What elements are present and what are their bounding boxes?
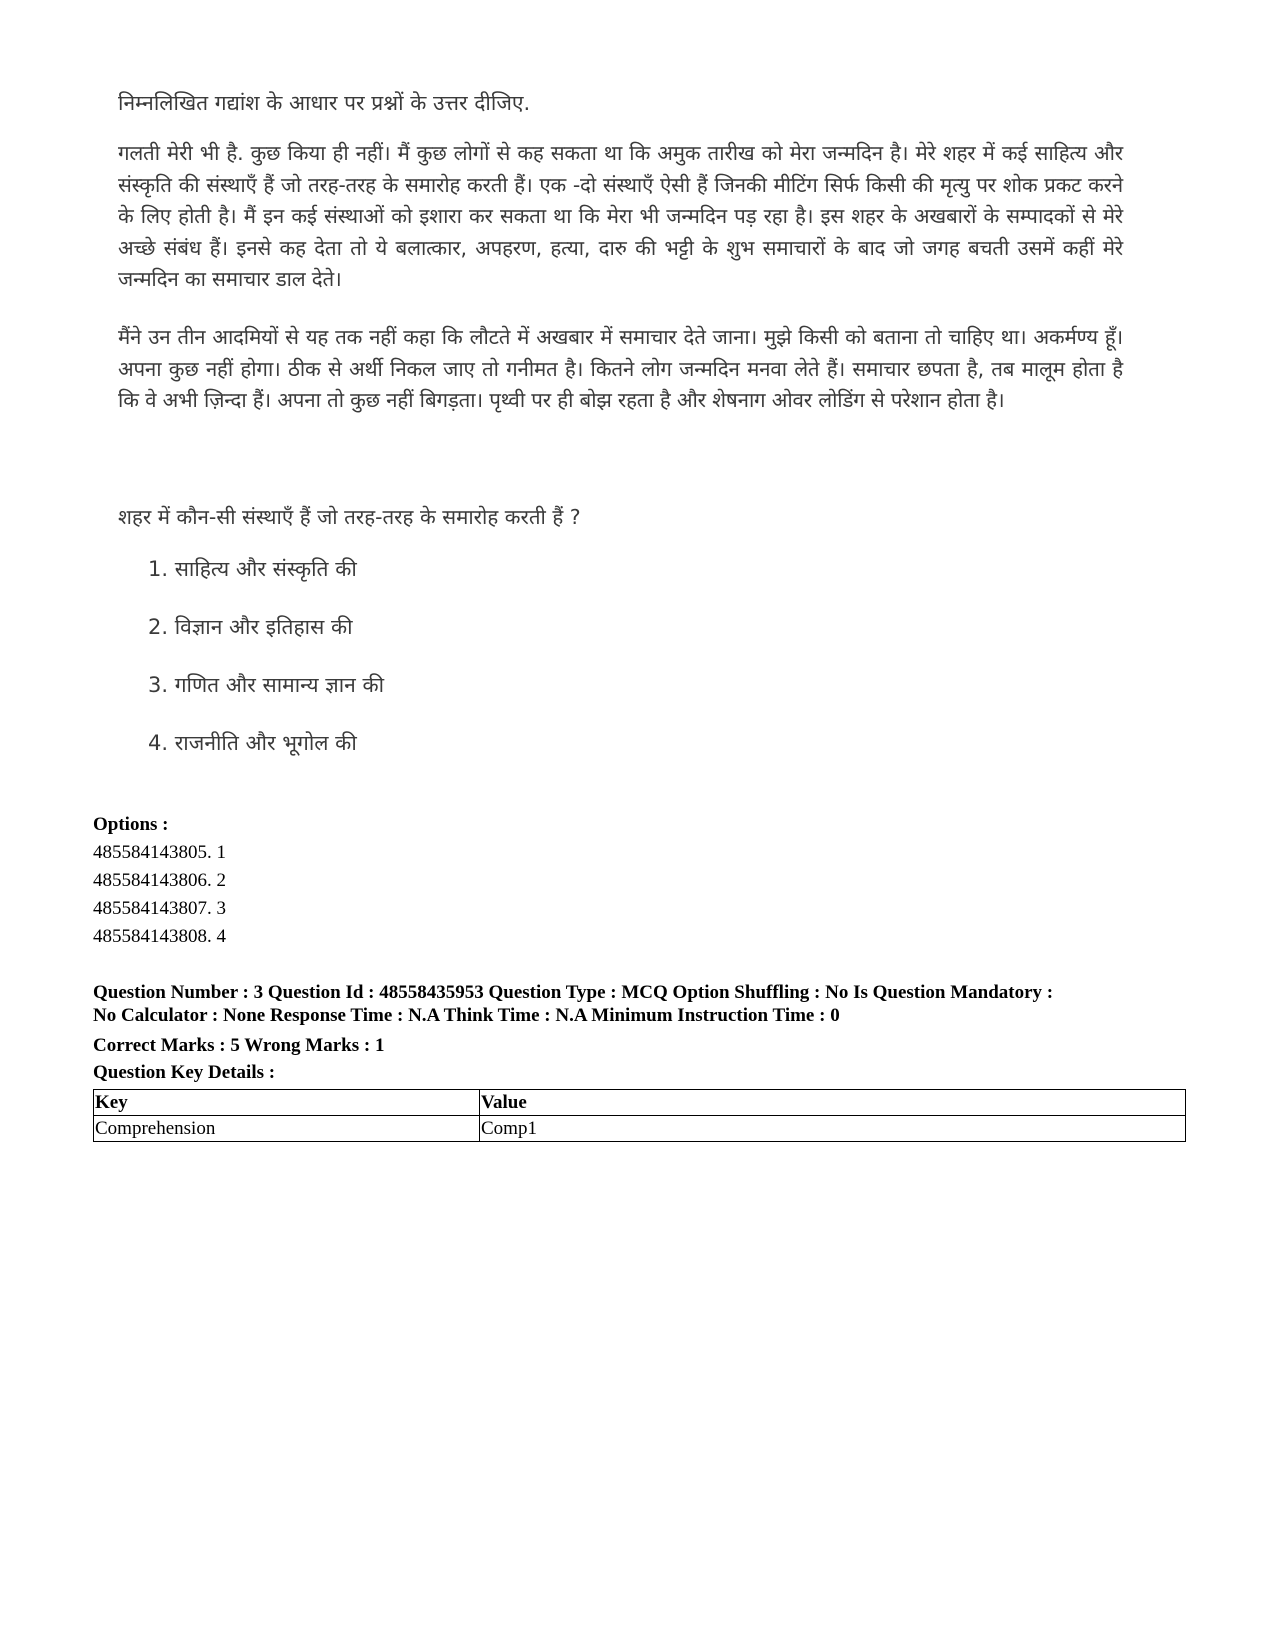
column-header-key: Key — [94, 1089, 480, 1115]
option-item: 485584143807. 3 — [93, 897, 226, 919]
question-meta — [93, 981, 1185, 1027]
passage-paragraph-2: मैंने उन तीन आदमियों से यह तक नहीं कहा कि लौटते में अखबार में समाचार देते जाना। मुझे किसी को बताना तो चाहिए था। अकर्मण्य हूँ। अपना कुछ नहीं होगा। ठीक से अर्थी निकल जाए तो गनीमत है। कितने लोग जन्मदिन मनवा लेते हैं। समाचार छपता है, तब मालूम होता है कि वे अभी ज़िन्दा हैं। अपना तो कुछ नहीं बिगड़ता। पृथ्वी पर ही बोझ रहता है और शेषनाग ओवर लोडिंग से परेशान होता है। — [118, 325, 1123, 412]
key-details-label: Question Key Details : — [93, 1061, 276, 1083]
table-row — [94, 1115, 1186, 1141]
question-details — [93, 812, 1185, 1142]
passage-paragraph-1: गलती मेरी भी है. कुछ किया ही नहीं। मैं कुछ लोगों से कह सकता था कि अमुक तारीख को मेरा जन्मदिन है। मेरे शहर में कई साहित्य और संस्कृति की संस्थाएँ हैं जो तरह-तरह के समारोह करती हैं। एक -दो संस्थाएँ ऐसी हैं जिनकी मीटिंग सिर्फ किसी की मृत्यु पर शोक प्रकट करने के लिए होती है। मैं इन कई संस्थाओं को इशारा कर सकता था कि मेरा भी जन्मदिन पड़ रहा है। इस शहर के अखबारों के सम्पादकों से मेरे अच्छे संबंध हैं। इनसे कह देता तो ये बलात्कार, अपहरण, हत्या, दारु की भट्टी के शुभ समाचारों के बाद जो जगह बचती उसमें कहीं मेरे जन्मदिन का समाचार डाल देते। — [118, 141, 1123, 291]
table-cell-key: Comprehension — [94, 1115, 480, 1141]
option-item: 485584143805. 1 — [93, 841, 226, 863]
passage-heading: निम्नलिखित गद्यांश के आधार पर प्रश्नों के उत्तर दीजिए. — [118, 91, 531, 115]
option-item: 485584143808. 4 — [93, 925, 226, 947]
option-item: 485584143806. 2 — [93, 869, 226, 891]
options-label: Options : — [93, 814, 169, 835]
options-list — [93, 839, 1185, 951]
column-header-value: Value — [480, 1089, 1186, 1115]
answer-choice-3: 3. गणित और सामान्य ज्ञान की — [148, 673, 385, 697]
key-details-table — [93, 1089, 1186, 1142]
table-cell-value: Comp1 — [480, 1115, 1186, 1141]
answer-choice-1: 1. साहित्य और संस्कृति की — [148, 557, 357, 581]
marks-line: Correct Marks : 5 Wrong Marks : 1 — [93, 1034, 385, 1056]
question-meta-line-1: Question Number : 3 Question Id : 48558435953 Question Type : MCQ Option Shuffling : No Is Question Mandatory : — [93, 981, 1054, 1003]
question-meta-line-2: No Calculator : None Response Time : N.A Think Time : N.A Minimum Instruction Time : 0 — [93, 1004, 840, 1026]
question-text: शहर में कौन-सी संस्थाएँ हैं जो तरह-तरह के समारोह करती हैं ? — [118, 505, 581, 529]
table-header-row — [94, 1089, 1186, 1115]
answer-choices — [148, 554, 384, 786]
answer-choice-2: 2. विज्ञान और इतिहास की — [148, 615, 353, 639]
answer-choice-4: 4. राजनीति और भूगोल की — [148, 731, 357, 755]
